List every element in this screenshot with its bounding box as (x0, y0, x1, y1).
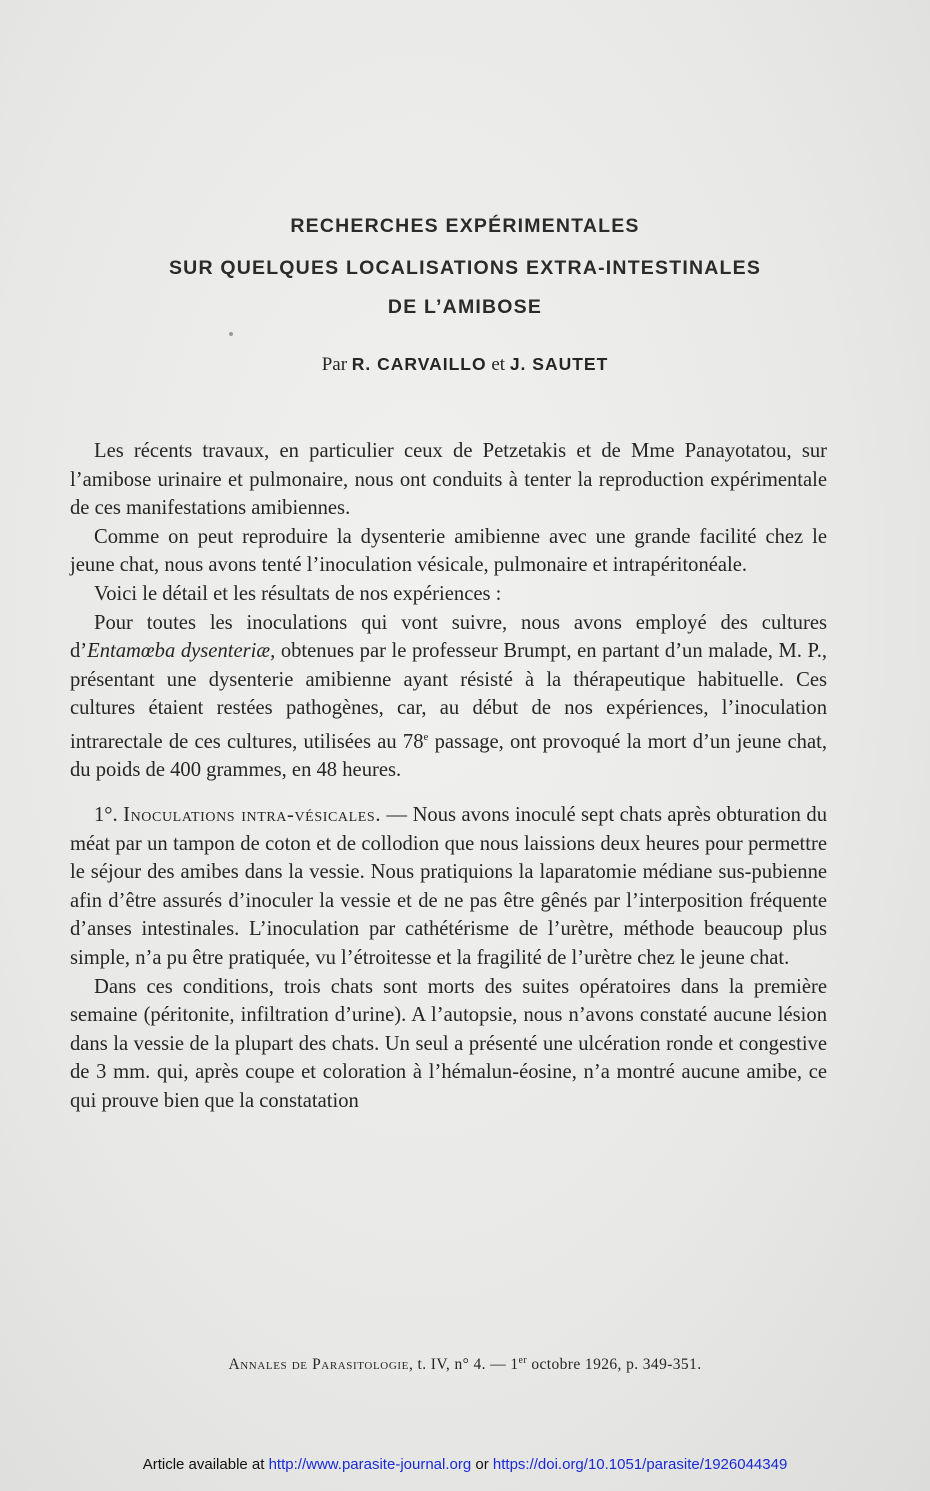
section-number: 1°. (94, 803, 118, 826)
citation-issue: , t. IV, n° 4. — 1 (408, 1356, 519, 1374)
superscript-e: e (423, 730, 429, 743)
paragraph-1: Les récents travaux, en particulier ceux de Petzetakis et de Mme Panayotatou, sur l’amibose urinaire et pulmonaire, nous ont conduits à tenter la reproduction expérimentale de ces manifestations amibiennes. (70, 440, 827, 520)
paragraph-4-text-a: Pour toutes les inoculations qui vont suivre, nous avons employé des cultures d’ (70, 611, 827, 663)
doi-link[interactable]: https://doi.org/10.1051/parasite/1926044349 (492, 1456, 788, 1473)
paragraph-6: Dans ces conditions, trois chats sont morts des suites opératoires dans la première semaine (péritonite, infiltration d’urine). A l’autopsie, nous n’avons constaté aucune lésion dans la vessie de la plupart des chats. Un seul a présenté une ulcération ronde et congestive de 3 mm. qui, après coupe et coloration à l’hémalun-éosine, n’a montré aucune amibe, ce qui prouve bien que la constatation (70, 975, 827, 1112)
paragraph-2: Comme on peut reproduire la dysenterie amibienne avec une grande facilité chez le jeune chat, nous avons tenté l’inoculation vésicale, pulmonaire et intrapéritonéale. (70, 525, 827, 577)
journal-name: Annales de Parasitologie (228, 1356, 409, 1374)
availability-line (0, 1456, 930, 1473)
scan-speck (229, 332, 233, 336)
byline-conjunction: et (491, 354, 506, 375)
paragraph-4-text-c: passage, ont provoqué la mort d’un jeune chat, du poids de 400 grammes, en 48 heures. (70, 730, 827, 782)
citation-date-pages: octobre 1926, p. 349-351. (527, 1356, 702, 1374)
paragraph-4 (70, 609, 827, 785)
paragraph-5 (70, 801, 827, 973)
species-name: Entamœba dysenteriæ, (87, 640, 276, 663)
paragraph-4-text-b: obtenues par le professeur Brumpt, en partant d’un malade, M. P., présentant une dysenterie amibienne ayant résisté à la thérapeutique habituelle. Ces cultures étaient restées pathogènes, car, au début de nos expériences, l’inoculation intrarectale de ces cultures, utilisées au 78 (70, 640, 827, 753)
article-title-line-2: SUR QUELQUES LOCALISATIONS EXTRA-INTESTINALES (168, 257, 762, 279)
author-2: J. SAUTET (509, 354, 609, 374)
author-1: R. CARVAILLO (351, 354, 487, 374)
byline-prefix: Par (321, 354, 348, 375)
journal-link[interactable]: http://www.parasite-journal.org (268, 1456, 472, 1473)
availability-prefix: Article available at (142, 1456, 269, 1473)
availability-or: or (471, 1456, 493, 1473)
byline (0, 354, 930, 376)
journal-citation (0, 1355, 930, 1374)
section-heading: Inoculations intra-vésicales. (123, 803, 382, 826)
article-title-line-1: RECHERCHES EXPÉRIMENTALES (290, 215, 640, 237)
citation-superscript: er (518, 1355, 528, 1366)
article-body (70, 437, 827, 1116)
article-title-line-3: DE L’AMIBOSE (387, 296, 543, 318)
paragraph-5-text: — Nous avons inoculé sept chats après obturation du méat par un tampon de coton et de collodion que nous laissions deux heures pour permettre le séjour des amibes dans la vessie. Nous pratiquions la laparatomie médiane sus-pubienne afin d’être assurés d’inoculer la vessie et de ne pas être gênés par l’interposition fréquente d’anses intestinales. L’inoculation par cathétérisme de l’urètre, méthode beaucoup plus simple, n’a pu être pratiquée, vu l’étroitesse et la fragilité de l’urètre chez le jeune chat. (70, 803, 827, 969)
paragraph-3: Voici le détail et les résultats de nos expériences : (94, 582, 502, 605)
